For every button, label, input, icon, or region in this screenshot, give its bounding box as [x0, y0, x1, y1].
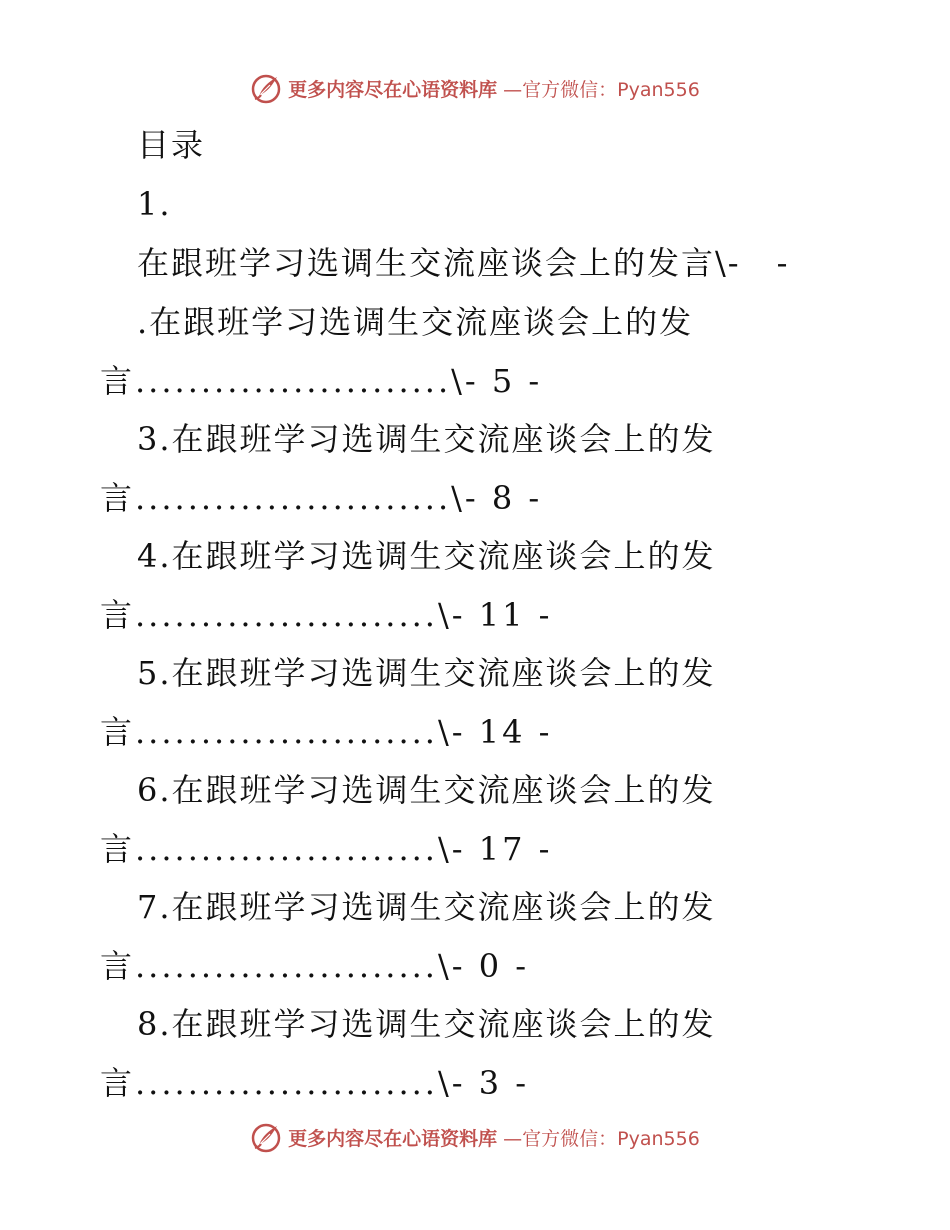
toc-item-7[interactable]: 7.在跟班学习选调生交流座谈会上的发: [137, 888, 716, 926]
toc-item-5[interactable]: 5.在跟班学习选调生交流座谈会上的发: [137, 654, 716, 692]
toc-item-2-page: 言........................\- 5 -: [100, 362, 543, 400]
footer-watermark: [0, 1121, 950, 1153]
header-watermark: [0, 72, 950, 104]
toc-item-number: 1.: [137, 185, 172, 223]
quill-logo-icon: [250, 72, 282, 104]
toc-item-5-page: 言.......................\- 14 -: [100, 713, 553, 751]
watermark-text: 更多内容尽在心语资料库: [288, 1127, 498, 1150]
toc-item-4-page: 言.......................\- 11 -: [100, 596, 553, 634]
toc-item-8-page: 言.......................\- 3 -: [100, 1064, 530, 1102]
toc-item-6[interactable]: 6.在跟班学习选调生交流座谈会上的发: [137, 771, 716, 809]
toc-title: 目录: [137, 126, 206, 164]
toc-item-6-page: 言.......................\- 17 -: [100, 830, 553, 868]
toc-item-7-page: 言.......................\- 0 -: [100, 947, 530, 985]
toc-item-8[interactable]: 8.在跟班学习选调生交流座谈会上的发: [137, 1005, 716, 1043]
toc-item-label: 在跟班学习选调生交流座谈会上的发言\-: [137, 244, 741, 282]
watermark-text: 更多内容尽在心语资料库: [288, 78, 498, 101]
toc-item-1[interactable]: [137, 243, 789, 283]
watermark-wechat: —官方微信：Pyan556: [503, 78, 700, 101]
toc-item-4[interactable]: 4.在跟班学习选调生交流座谈会上的发: [137, 537, 716, 575]
quill-logo-icon: [250, 1121, 282, 1153]
toc-item-3-page: 言........................\- 8 -: [100, 479, 543, 517]
toc-item-3[interactable]: 3.在跟班学习选调生交流座谈会上的发: [137, 420, 716, 458]
watermark-wechat: —官方微信：Pyan556: [503, 1127, 700, 1150]
toc-item-2[interactable]: .在跟班学习选调生交流座谈会上的发: [137, 303, 694, 341]
toc-item-tail: -: [776, 244, 790, 282]
